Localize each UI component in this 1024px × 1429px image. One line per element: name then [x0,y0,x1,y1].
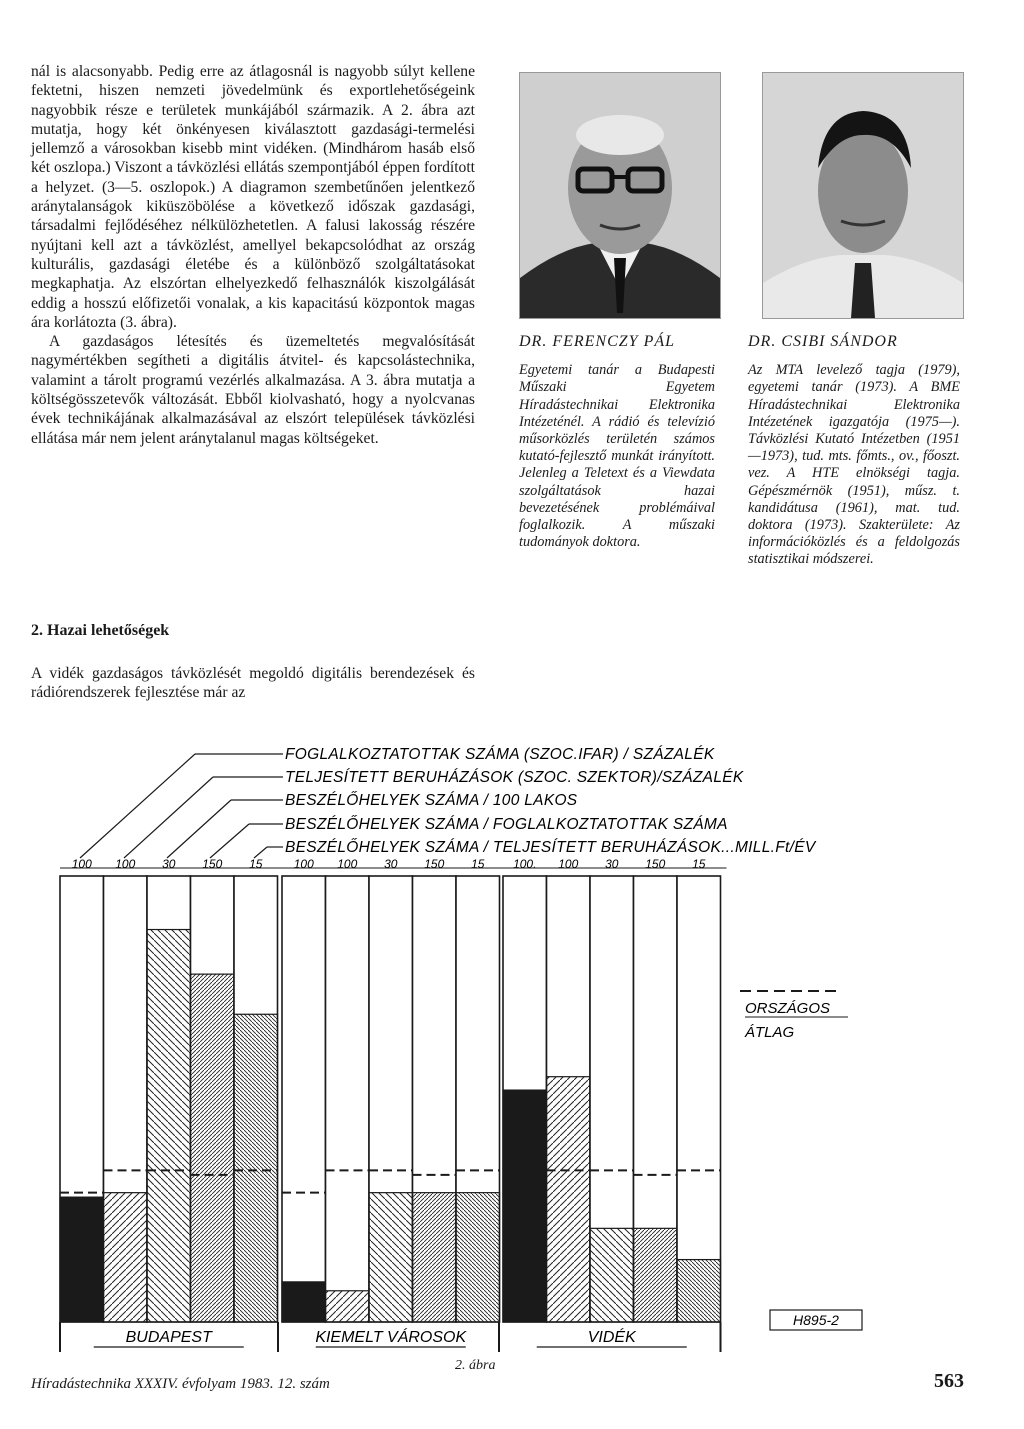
bio-name: DR. FERENCZY PÁL [519,333,676,350]
portrait-ferenczy-image [520,73,720,318]
paragraph-2: A gazdaságos létesítés és üzemeltetés megvalósítását nagymértékben segítheti a digitális átvitel- és kapcsolástechnika, valamint a tárolt programú vezérlés alkalmazása. A 3. ábra mutatja a költségösszetevők változását. Ebből kiolvasható, hogy a nyolcvanas évek technikájának alkalmazásával az elszórt települések távközlési ellátása már nem jelent aránytalanul magas költségeket. [31,333,475,447]
bar-fill [191,974,235,1322]
figure-id [770,1310,862,1330]
journal-footer: Híradástechnika XXXIV. évfolyam 1983. 12. szám [31,1376,330,1392]
bio-ferenczy [519,333,715,551]
bar-outline [677,876,721,1322]
scale-label: 15 [471,857,485,871]
legend-entry: FOGLALKOZTATOTTAK SZÁMA (SZOC.IFAR) / SZÁZALÉK [285,746,715,763]
scale-label: 100 [337,857,358,871]
bar-fill [634,1228,678,1322]
legend-entry: BESZÉLŐHELYEK SZÁMA / 100 LAKOS [285,792,578,809]
leader-line [124,777,213,858]
portrait-ferenczy [519,72,721,319]
scale-label: 100 [115,857,136,871]
group-label: BUDAPEST [125,1329,212,1346]
bars [60,876,721,1322]
scale-label: 150 [645,857,666,871]
scale-label: 15 [249,857,263,871]
scale-label: 150 [424,857,445,871]
leader-line [167,800,231,858]
portrait-csibi [762,72,964,319]
scale-label: 100. [513,857,537,871]
scale-labels [60,857,727,871]
reference-label: ÁTLAG [745,1024,795,1041]
scale-label: 100 [293,857,314,871]
scale-label: 15 [692,857,706,871]
portrait-csibi-image [763,73,963,318]
group-labels [60,1322,721,1352]
bio-csibi [748,333,960,569]
bar-fill [234,1014,278,1322]
bar-fill [590,1228,634,1322]
group-label: VIDÉK [587,1329,636,1346]
bar-fill [547,1077,591,1322]
legend-entry: TELJESÍTETT BERUHÁZÁSOK (SZOC. SZEKTOR)/SZÁZALÉK [285,769,744,786]
page-number: 563 [934,1370,964,1392]
reference-legend [740,991,862,1330]
figure-caption: 2. ábra [455,1358,496,1373]
leader-line [80,754,195,858]
section-heading: 2. Hazai lehetőségek [31,622,170,639]
scale-label: 30 [605,857,619,871]
scale-label: 30 [384,857,398,871]
bar-fill [503,1090,547,1322]
bar-fill [104,1193,148,1322]
group-label: KIEMELT VÁROSOK [315,1329,467,1346]
bar-fill [282,1282,326,1322]
bar-fill [326,1291,370,1322]
body-text-column [31,62,475,448]
bar-fill [369,1193,413,1322]
bio-text: Az MTA levelező tagja (1979), egyetemi tanár (1973). A BME Híradástechnikai Elektronika Intézetének igazgatója (1975—). Távközlési Kutató Intézetben (1951—1973), tud. mts. főmts., ov., főoszt. vez. A HTE elnökségi tagja. Gépészmérnök (1951), műsz. t. kandidátusa (1961), mat. tud. doktora (1973). Szakterülete: Az információközlés és a feldolgozás statisztikai módszerei. [748,362,960,568]
reference-label: ORSZÁGOS [745,1000,831,1017]
bar-fill [677,1260,721,1322]
scale-label: 150 [202,857,223,871]
bar-outline [282,876,326,1322]
bar-outline [326,876,370,1322]
paragraph-3: A vidék gazdaságos távközlését megoldó digitális berendezések és rádiórendszerek fejlesztése már az [31,665,475,702]
bar-fill [147,930,191,1322]
legend-entry: BESZÉLŐHELYEK SZÁMA / FOGLALKOZTATOTTAK SZÁMA [285,816,728,833]
bar-fill [456,1193,500,1322]
scale-label: 100 [558,857,579,871]
bio-text: Egyetemi tanár a Budapesti Műszaki Egyetem Híradástechnikai Elektronika Intézeténél. A rádió és televízió műsorközlés területén számos kutató-fejlesztő munkát irányított. Jelenleg a Teletext és a Viewdata szolgáltatások hazai bevezetésének problémáival foglalkozik. A műszaki tudományok doktora. [519,362,715,551]
leader-line [210,824,249,858]
bio-name: DR. CSIBI SÁNDOR [748,333,898,350]
scale-label: 100 [71,857,92,871]
paragraph-1: nál is alacsonyabb. Pedig erre az átlagosnál is nagyobb súlyt kellene fektetni, hiszen nemzeti jövedelmünk és exportlehetőségeink nagyobbik része e területek munkájából származik. A 2. ábra azt mutatja, hogy két önkényesen kiválasztott gazdasági-termelési jellemző a városokban kisebb mint vidéken. (Mindhárom hasáb első két oszlopa.) Viszont a távközlési ellátás szempontjából éppen fordított a helyzet. (3—5. oszlopok.) A diagramon szembetűnően jelentkező aránytalanságok kiküszöbölése a következő időszak gazdasági, társadalmi fejlődéséhez nélkülözhetetlen. A falusi lakosság részére nyújtani kell azt a távközlést, amellyel bekapcsolódhat az ország kulturális, gazdasági életébe és a különböző szolgáltatásokat megkaphatja. Az elszórtan elhelyezkedő felhasználók kiszolgálását eddig a hosszú előfizetői vonalak, a kis kapacitású központok magas ára korlátozta (3. ábra). [31,63,475,331]
legend-entry: BESZÉLŐHELYEK SZÁMA / TELJESÍTETT BERUHÁZÁSOK...MILL.Ft/ÉV [285,839,816,856]
legend [80,746,817,858]
bar-chart [0,730,1024,1355]
scale-label: 30 [162,857,176,871]
bar-fill [60,1197,104,1322]
bar-fill [413,1193,457,1322]
figure-id-text: H895-2 [793,1312,839,1328]
